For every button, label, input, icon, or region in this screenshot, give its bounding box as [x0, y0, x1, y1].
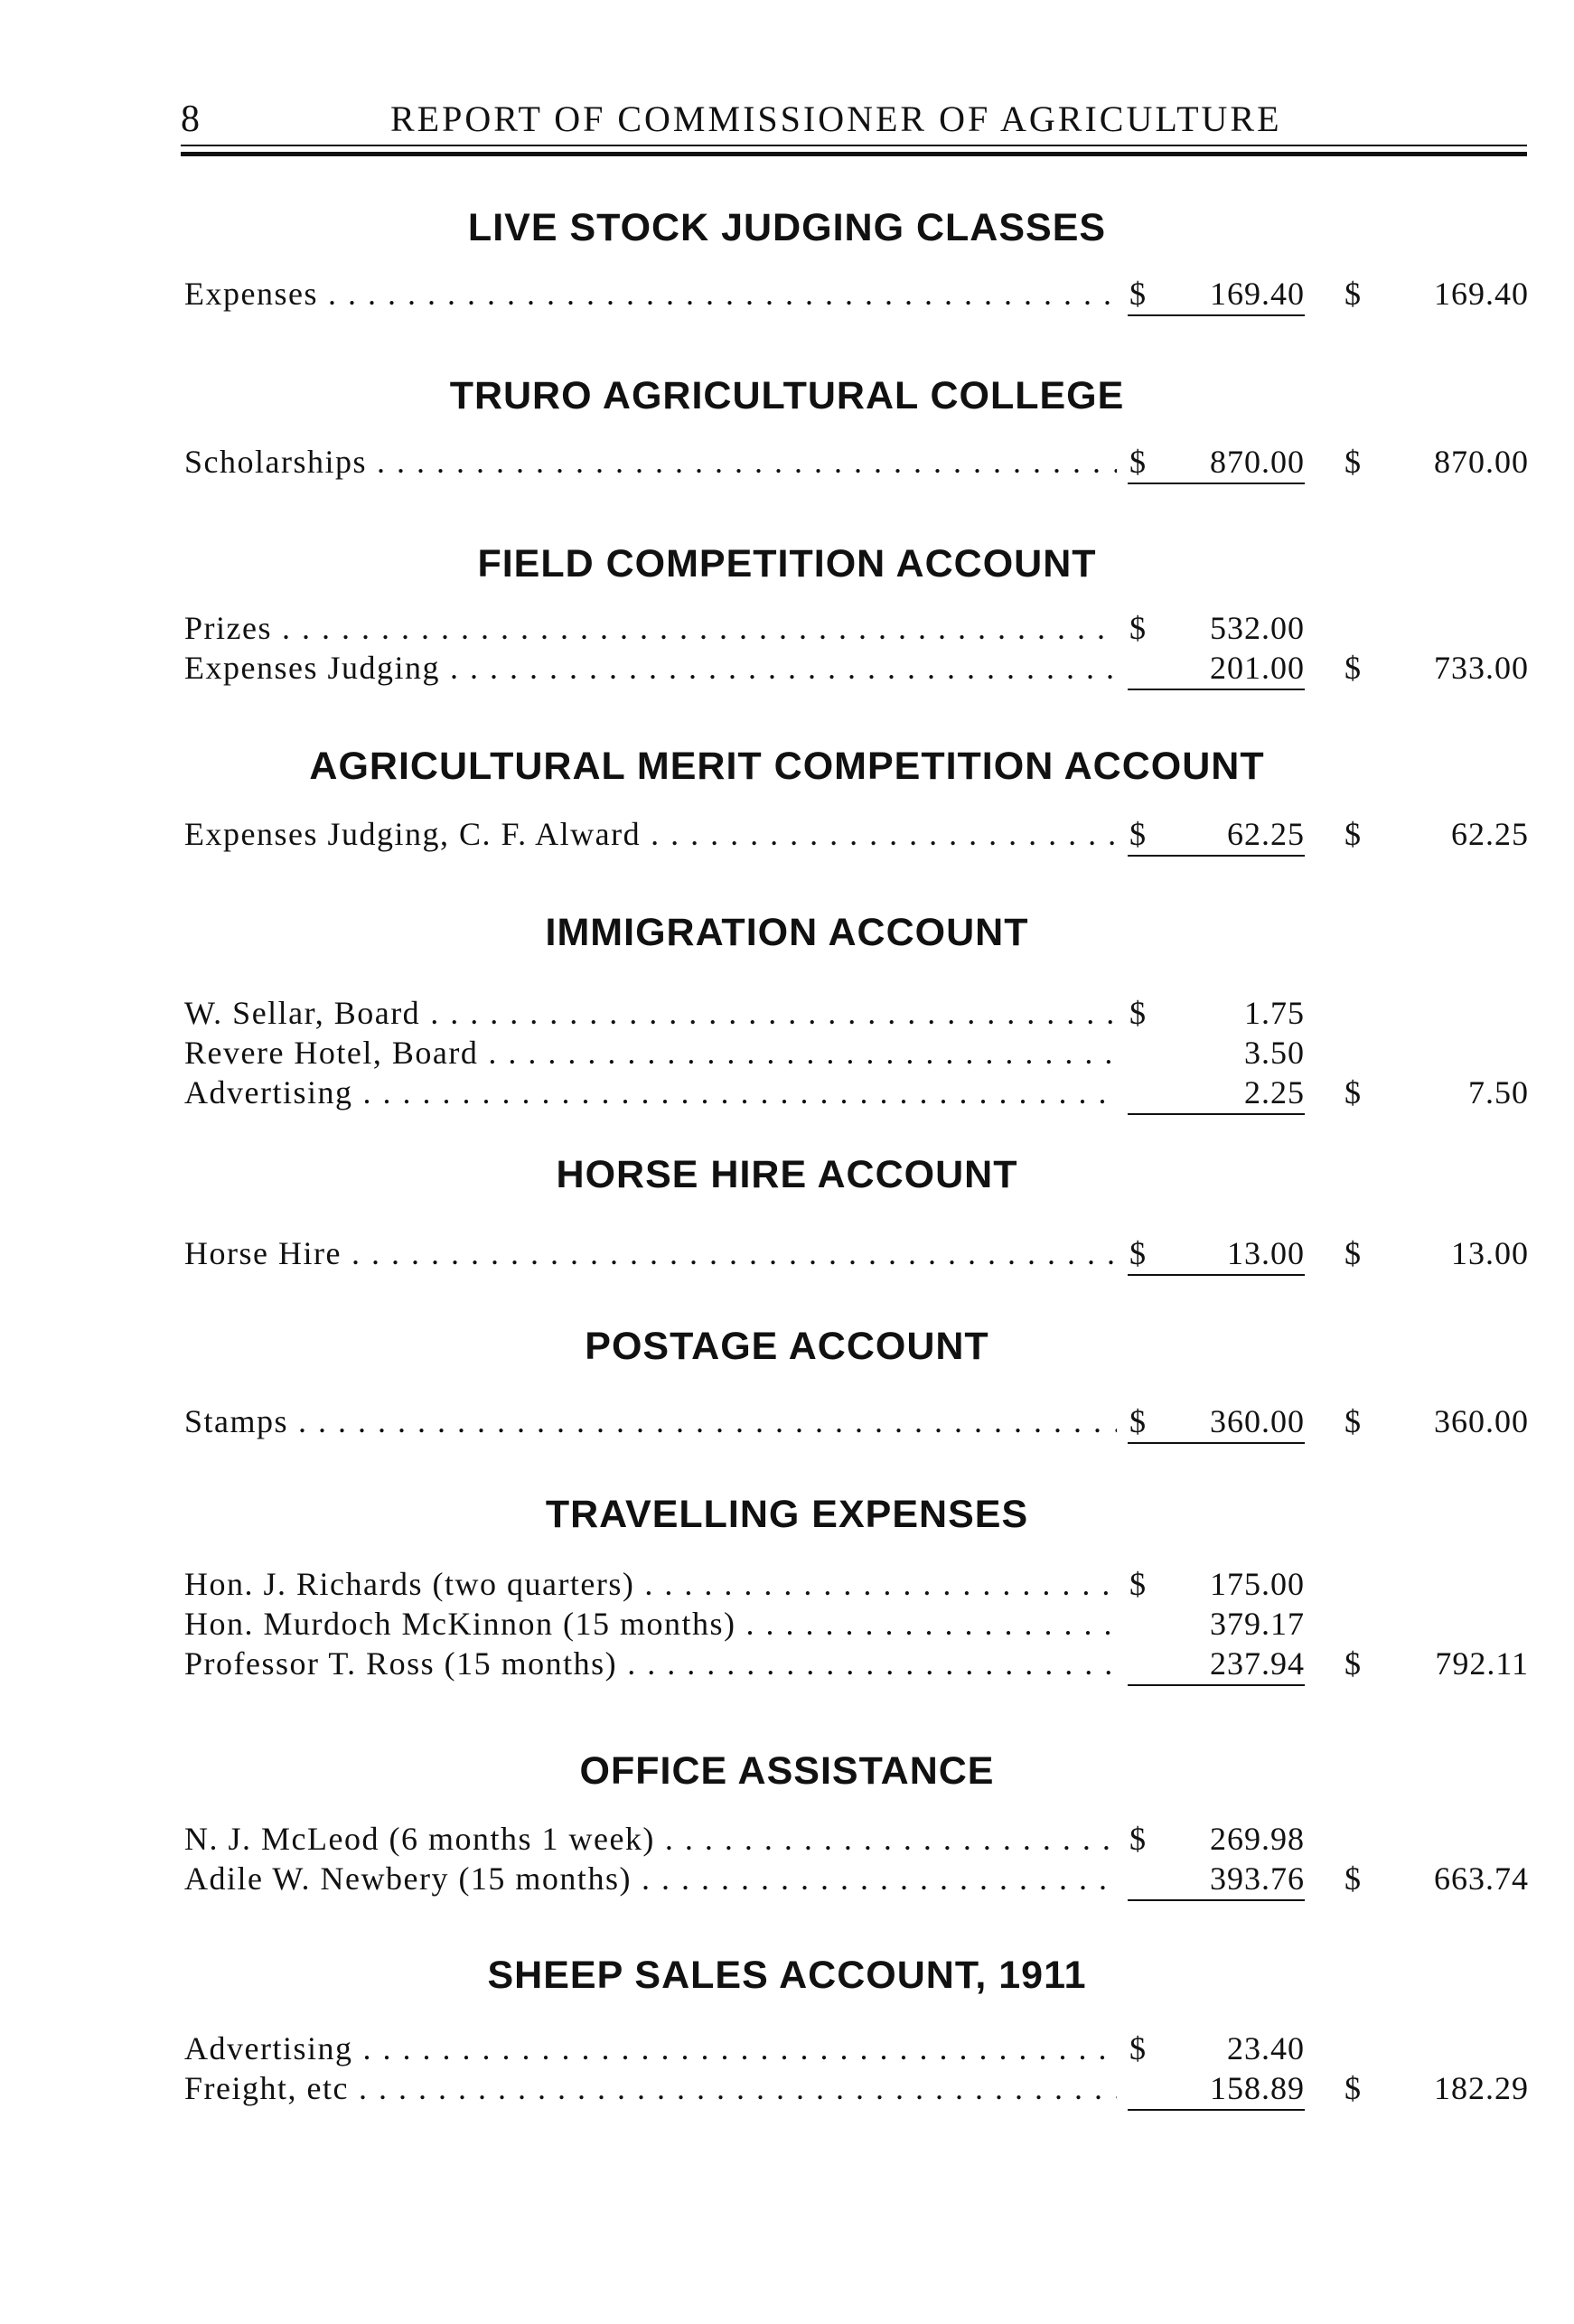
ledger-item-label: Hon. J. Richards (two quarters) . . . [184, 1565, 1117, 1603]
section-total: 733.00 [1434, 650, 1529, 686]
ledger-item-label: Advertising . . . [184, 2029, 1117, 2067]
ledger-row [0, 1860, 1574, 1899]
section-heading: FIELD COMPETITION ACCOUNT [477, 542, 1097, 586]
section-total: 13.00 [1451, 1235, 1529, 1271]
ledger-item-label: N. J. McLeod (6 months 1 week) . . . [184, 1820, 1117, 1858]
ledger-row [0, 1645, 1574, 1684]
ledger-row [0, 1034, 1574, 1073]
ledger-row [0, 1073, 1574, 1113]
item-amount: 532.00 [1210, 610, 1305, 646]
ledger-row [0, 1234, 1574, 1274]
section-heading: TRAVELLING EXPENSES [545, 1493, 1029, 1536]
item-amount: 379.17 [1210, 1606, 1305, 1642]
item-amount: 201.00 [1128, 649, 1305, 690]
total-dollar-sign: $ [1344, 1235, 1361, 1271]
ledger-row [0, 275, 1574, 314]
section-total: 792.11 [1435, 1645, 1529, 1682]
dollar-sign: $ [1129, 276, 1146, 312]
ledger-row [0, 649, 1574, 689]
header-rule-thin [181, 145, 1527, 146]
total-dollar-sign: $ [1344, 2070, 1361, 2106]
item-amount: 175.00 [1210, 1566, 1305, 1602]
section-total: 663.74 [1434, 1860, 1529, 1897]
ledger-row [0, 1565, 1574, 1605]
section-heading: POSTAGE ACCOUNT [585, 1325, 989, 1368]
total-dollar-sign: $ [1344, 1645, 1361, 1682]
item-amount: 62.25 [1128, 815, 1305, 857]
running-head [181, 98, 1527, 152]
section-heading: TRURO AGRICULTURAL COLLEGE [449, 374, 1125, 417]
ledger-row [0, 1820, 1574, 1860]
section-total: 62.25 [1451, 816, 1529, 852]
page-number: 8 [181, 98, 201, 140]
ledger-row [0, 1402, 1574, 1442]
ledger-item-label: Advertising . . . [184, 1073, 1117, 1111]
ledger-row [0, 2029, 1574, 2069]
ledger-item-label: Stamps . . . [184, 1402, 1117, 1440]
ledger-row [0, 2069, 1574, 2109]
section-heading: SHEEP SALES ACCOUNT, 1911 [487, 1954, 1087, 1997]
ledger-item-label: Prizes . . . [184, 609, 1117, 647]
total-dollar-sign: $ [1344, 1074, 1361, 1110]
section-heading: LIVE STOCK JUDGING CLASSES [467, 206, 1107, 249]
total-dollar-sign: $ [1344, 816, 1361, 852]
ledger-row [0, 1605, 1574, 1645]
ledger-item-label: Expenses Judging . . . [184, 649, 1117, 687]
section-total: 169.40 [1434, 276, 1529, 312]
item-amount: 393.76 [1128, 1860, 1305, 1901]
item-amount: 2.25 [1128, 1073, 1305, 1115]
dollar-sign: $ [1129, 610, 1146, 646]
ledger-item-label: Freight, etc . . . [184, 2069, 1117, 2107]
ledger-item-label: Expenses Judging, C. F. Alward . . . [184, 815, 1117, 853]
item-amount: 269.98 [1210, 1821, 1305, 1857]
item-amount: 870.00 [1128, 443, 1305, 484]
item-amount: 169.40 [1128, 275, 1305, 316]
ledger-item-label: W. Sellar, Board . . . [184, 994, 1117, 1032]
ledger-item-label: Professor T. Ross (15 months) . . . [184, 1645, 1117, 1682]
header-rule-thick [181, 152, 1527, 156]
dollar-sign: $ [1129, 2030, 1146, 2066]
item-amount: 23.40 [1227, 2030, 1305, 2066]
item-amount: 237.94 [1128, 1645, 1305, 1686]
total-dollar-sign: $ [1344, 444, 1361, 480]
ledger-row [0, 815, 1574, 855]
item-amount: 3.50 [1244, 1035, 1305, 1071]
section-total: 360.00 [1434, 1403, 1529, 1439]
ledger-item-label: Horse Hire . . . [184, 1234, 1117, 1272]
section-total: 870.00 [1434, 444, 1529, 480]
section-heading: HORSE HIRE ACCOUNT [556, 1153, 1018, 1196]
ledger-item-label: Scholarships . . . [184, 443, 1117, 481]
ledger-item-label: Adile W. Newbery (15 months) . . . [184, 1860, 1117, 1898]
section-heading: AGRICULTURAL MERIT COMPETITION ACCOUNT [309, 745, 1265, 788]
item-amount: 360.00 [1128, 1402, 1305, 1444]
ledger-row [0, 443, 1574, 483]
section-heading: IMMIGRATION ACCOUNT [545, 911, 1029, 954]
total-dollar-sign: $ [1344, 1860, 1361, 1897]
dollar-sign: $ [1129, 444, 1146, 480]
dollar-sign: $ [1129, 1235, 1146, 1271]
dollar-sign: $ [1129, 1821, 1146, 1857]
ledger-row [0, 994, 1574, 1034]
ledger-row [0, 609, 1574, 649]
item-amount: 158.89 [1128, 2069, 1305, 2111]
section-total: 182.29 [1434, 2070, 1529, 2106]
total-dollar-sign: $ [1344, 1403, 1361, 1439]
section-heading: OFFICE ASSISTANCE [579, 1749, 995, 1793]
section-total: 7.50 [1468, 1074, 1529, 1110]
running-title: REPORT OF COMMISSIONER OF AGRICULTURE [390, 98, 1282, 139]
ledger-item-label: Hon. Murdoch McKinnon (15 months) . . . [184, 1605, 1117, 1643]
dollar-sign: $ [1129, 1403, 1146, 1439]
item-amount: 13.00 [1128, 1234, 1305, 1276]
dollar-sign: $ [1129, 816, 1146, 852]
item-amount: 1.75 [1244, 995, 1305, 1031]
dollar-sign: $ [1129, 1566, 1146, 1602]
total-dollar-sign: $ [1344, 650, 1361, 686]
ledger-item-label: Expenses . . . [184, 275, 1117, 313]
dollar-sign: $ [1129, 995, 1146, 1031]
ledger-item-label: Revere Hotel, Board . . . [184, 1034, 1117, 1072]
total-dollar-sign: $ [1344, 276, 1361, 312]
